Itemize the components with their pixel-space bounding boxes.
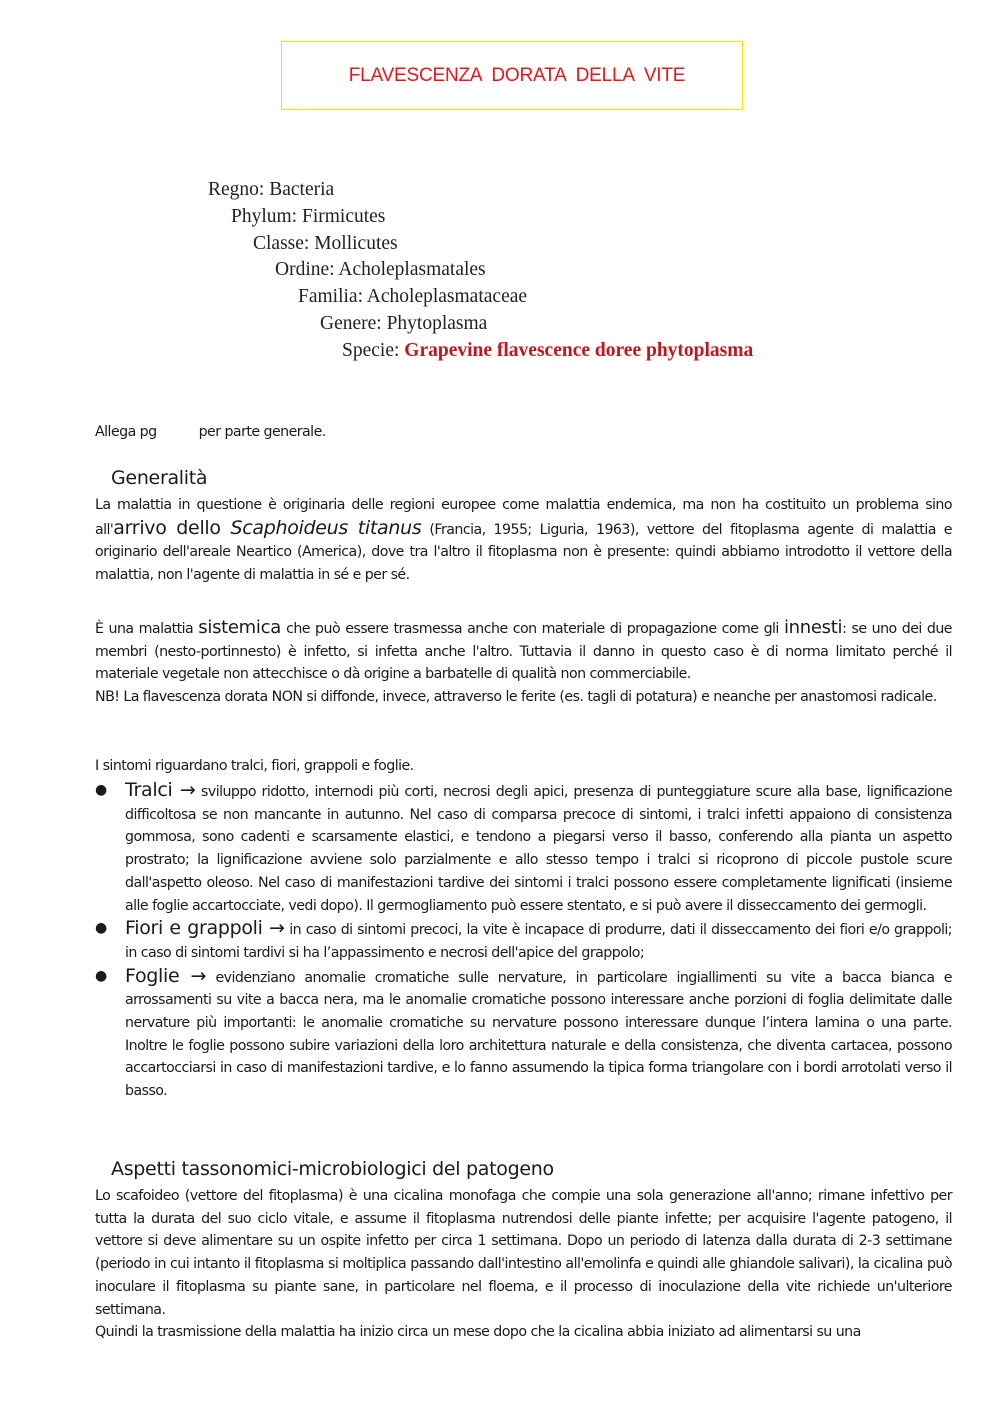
paragraph-intro: [95, 494, 952, 587]
para1-text-b: arrivo dello: [113, 516, 231, 539]
bullet-text: in caso di sintomi precoci, la vite è incapace di produrre, dati il disseccamento dei fiori e/o grappoli; in caso di sintomi tardivi si ha l’appassimento e necrosi dell'apice del grappolo;: [125, 922, 952, 961]
taxonomy-familia: Familia: Acholeplasmataceae: [298, 286, 528, 307]
para2-innesti: innesti: [783, 617, 843, 638]
bullet-icon: ●: [95, 782, 107, 798]
taxonomy-specie-value: Grapevine flavescence doree phytoplasma: [404, 340, 754, 361]
para2-text-c: che può essere trasmessa anche con materiale di propagazione come gli: [280, 621, 784, 637]
list-item: [95, 779, 952, 917]
allega-right: per parte generale.: [198, 424, 326, 440]
title-box: [281, 41, 743, 110]
paragraph-sistemica: [95, 617, 952, 709]
taxonomy-phylum: Phylum: Firmicutes: [231, 206, 386, 227]
taxonomy-classe: Classe: Mollicutes: [253, 233, 398, 254]
paragraph-vettore: [95, 1185, 952, 1344]
bullet-text: sviluppo ridotto, internodi più corti, necrosi degli apici, presenza di punteggiature scure alla base, lignificazione difficoltosa se non mancante in autunno. Nel caso di comparsa precoce di sintomi, i tralci infetti appaiono di consistenza gommosa, sono cadenti e scarsamente elastici, e tendono a piegarsi verso il basso, conferendo alla pianta un aspetto prostrato; la lignificazione avviene solo parzialmente e allo stesso tempo i tralci si ricoprono di piccole pustole scure dall'aspetto oleoso. Nel caso di manifestazioni tardive dei sintomi i tralci possono essere completamente lignificati (insieme alle foglie accartocciate, vedi dopo). Il germogliamento può essere stentato, e si può avere il disseccamento dei germogli.: [125, 784, 952, 914]
allega-line: [95, 421, 952, 444]
list-item: [95, 965, 952, 1103]
list-item: [95, 917, 952, 964]
section-heading-aspetti: Aspetti tassonomici-microbiologici del patogeno: [111, 1158, 554, 1180]
para2-text-e: : se uno dei due membri (nesto-portinnesto) è infetto, si infetta anche l'altro. Tuttavia il danno in questo caso è di norma limitato perché il materiale vegetale non attecchisce o dà origine a barbatelle di qualità non commerciabile.: [95, 621, 952, 683]
taxonomy-regno: Regno: Bacteria: [208, 179, 335, 200]
bullet-icon: ●: [95, 920, 107, 937]
symptoms-list: [95, 779, 952, 1103]
para3: Lo scafoideo (vettore del fitoplasma) è una cicalina monofaga che compie una sola generazione all'anno; rimane infettivo per tutta la durata del suo ciclo vitale, e assume il fitoplasma nutrendosi delle piante infette; per acquisire l'agente patogeno, il vettore si deve alimentare su un ospite infetto per circa 1 settimana. Dopo un periodo di latenza dalla durata di 2-3 settimane (periodo in cui intanto il fitoplasma si moltiplica passando dall'intestino all'emolinfa e quindi alle ghiandole salivari), la cicalina può inoculare il fitoplasma su piante sane, in particolare nel floema, e il processo di inoculazione della vite richiede un'ulteriore settimana.: [95, 1188, 952, 1318]
para1-text-d: (Francia, 1955; Liguria, 1963), vettore del fitoplasma agente di malattia e originario dell'areale Neartico (America), dove tra l'altro il fitoplasma non è presente: quindi abbiamo introdotto il vettore della malattia, non l'agente di malattia in sé e per sé.: [95, 521, 952, 584]
para2-nb: NB! La flavescenza dorata NON si diffonde, invece, attraverso le ferite (es. tagli di potatura) e neanche per anastomosi radicale.: [95, 689, 937, 706]
section-heading-generalita: Generalità: [111, 467, 208, 489]
bullet-lead: Fiori e grappoli →: [125, 917, 285, 940]
bullet-icon: ●: [95, 967, 107, 984]
para1-species-name: Scaphoideus titanus: [230, 516, 422, 539]
taxonomy-specie: [342, 341, 753, 361]
para2-text-a: È una malattia: [95, 621, 199, 637]
bullet-lead: Tralci →: [125, 779, 196, 801]
para4: Quindi la trasmissione della malattia ha inizio circa un mese dopo che la cicalina abbia iniziato ad alimentarsi su una: [95, 1324, 861, 1341]
allega-left: Allega pg: [95, 424, 157, 440]
bullet-lead: Foglie →: [125, 964, 207, 987]
taxonomy-specie-label: Specie:: [342, 340, 405, 361]
bullet-text: evidenziano anomalie cromatiche sulle nervature, in particolare ingiallimenti su vite a bacca bianca e arrossamenti su vite a bacca nera, ma le anomalie cromatiche possono interessare anche porzioni di foglia delimitate dalle nervature più importanti: le anomalie cromatiche su nervature possono interessare dunque l’intera lamina o una parte. Inoltre le foglie possono subire variazioni della loro architettura naturale e della consistenza, che diventa cartacea, possono accartocciarsi in caso di manifestazioni tardive, e lo fanno assumendo la tipica forma triangolare con i bordi arrotolati verso il basso.: [125, 969, 952, 1100]
document-title: FLAVESCENZA DORATA DELLA VITE: [348, 64, 686, 86]
taxonomy-ordine: Ordine: Acholeplasmatales: [275, 259, 486, 280]
para2-sistemica: sistemica: [198, 617, 281, 638]
para1-text-a: La malattia in questione è originaria delle regioni europee come malattia endemica, ma non ha costituito un problema sino all': [95, 497, 952, 538]
sintomi-intro: I sintomi riguardano tralci, fiori, grappoli e foglie.: [95, 758, 414, 774]
taxonomy-genere: Genere: Phytoplasma: [320, 313, 488, 334]
